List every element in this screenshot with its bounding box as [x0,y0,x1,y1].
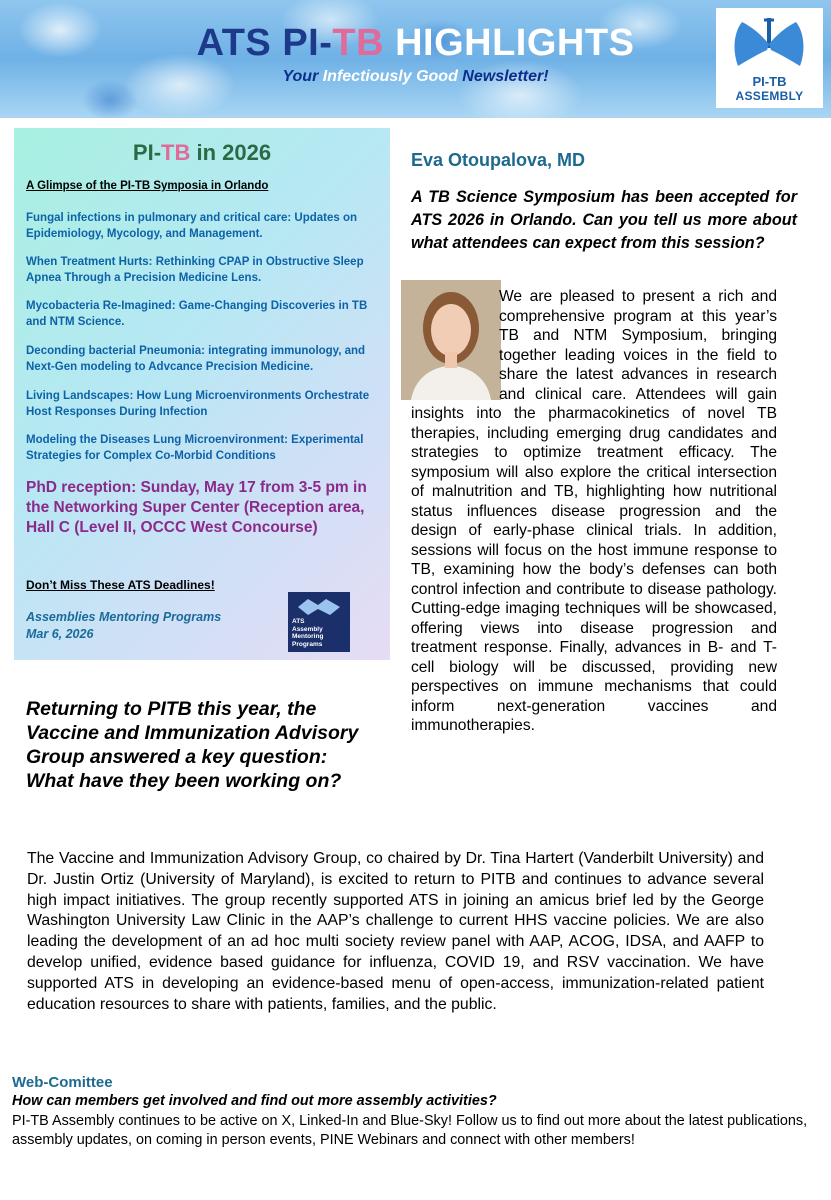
web-committee-body: PI-TB Assembly continues to be active on X, Linked-In and Blue-Sky! Follow us to find out more about the latest publications, assembly updates, on coming in person events, PINE Webinars and connect with other members! [12,1113,808,1148]
symposium-item: When Treatment Hurts: Rethinking CPAP in Obstructive Sleep Apnea Through a Precision Medicine Lens. [26,256,364,284]
interview-answer: We are pleased to present a rich and comprehensive program at this year’s TB and NTM Symposium, bringing together leading voices in the field to share the latest advances in research and clinical care. Attendees will gain insights into the pharmacokinetics of novel TB therapies, including emerging drug candidates and strategies to optimize treatment efficacy. The symposium will also explore the critical intersection of malnutrition and TB, highlighting how nutritional status influences disease progression and the design of early-phase clinical trials. In addition, sessions will focus on the host immune response to TB, examining how the body’s defenses can both control infection and contribute to disease pathology. Cutting-edge imaging techniques will be showcased, offering views into disease progression and treatment response. Finally, advances in B- and T-cell biology will be discussed, providing new perspectives on immune mechanisms that could inform next-generation vaccines and immunotherapies. [411,288,777,734]
header-banner [0,0,831,118]
logo-text-assembly: ASSEMBLY [735,89,804,103]
deadlines-heading: Don’t Miss These ATS Deadlines! [26,578,215,592]
symposium-item: Modeling the Diseases Lung Microenvironment: Experimental Strategies for Complex Co-Morbid Conditions [26,434,364,462]
newsletter-title: ATS PI-TB HIGHLIGHTS [196,22,635,64]
author-name: Eva Otoupalova, MD [411,150,586,170]
interview-question: A TB Science Symposium has been accepted for ATS 2026 in Orlando. Can you tell us more about what attendees can expect from this session? [411,188,797,252]
vaccine-body: The Vaccine and Immunization Advisory Group, co chaired by Dr. Tina Hartert (Vanderbilt University) and Dr. Justin Ortiz (University of Maryland), is excited to return to PITB and continues to advance several high impact initiatives. The group recently supported ATS in joining an amicus brief led by the George Washington University Law Clinic in the AAP’s challenge to current HHS vaccine policies. We are also leading the development of an ad hoc multi society review panel with AAP, ACOG, IDSA, and AAFP to develop unified, evidence based guidance for influenza, COVID 19, and RSV vaccination. We have supported ATS in developing an evidence-based menu of open-access, immunization-related patient education resources to share with patients, families, and the public. [27,850,764,1013]
symposium-item: Living Landscapes: How Lung Microenvironments Orchestrate Host Responses During Infection [26,390,370,418]
vaccine-question: Returning to PITB this year, the Vaccine and Immunization Advisory Group answered a key question: What have they been working on? [26,698,359,792]
mentoring-deadline: Assemblies Mentoring Programs Mar 6, 2026 [26,610,222,641]
pi-tb-assembly-logo [716,8,823,108]
web-committee-question: How can members get involved and find out more assembly activities? [12,1093,497,1109]
mentoring-programs-badge: ATS Assembly Mentoring Programs [288,592,350,652]
interview-answer-container [411,287,777,827]
phd-reception-notice: PhD reception: Sunday, May 17 from 3-5 pm in the Networking Super Center (Reception area, Hall C (Level II, OCCC West Concourse) [26,479,367,536]
handshake-icon [296,595,342,617]
lungs-icon [724,14,815,74]
newsletter-subtitle: Your Infectiously Good Newsletter! [282,68,549,85]
web-committee-heading: Web-Comittee [12,1074,113,1091]
pitb-2026-infobox [14,128,390,660]
infobox-title: PI-TB in 2026 [132,140,272,165]
symposium-item: Mycobacteria Re-Imagined: Game-Changing Discoveries in TB and NTM Science. [26,300,368,328]
symposium-item: Deconding bacterial Pneumonia: integrating immunology, and Next-Gen modeling to Advcance Precision Medicine. [26,345,366,373]
logo-text-pitb: PI-TB [752,74,787,89]
symposium-item: Fungal infections in pulmonary and critical care: Updates on Epidemiology, Mycology, and Management. [26,212,358,240]
symposia-heading: A Glimpse of the PI-TB Symposia in Orlando [26,180,269,192]
